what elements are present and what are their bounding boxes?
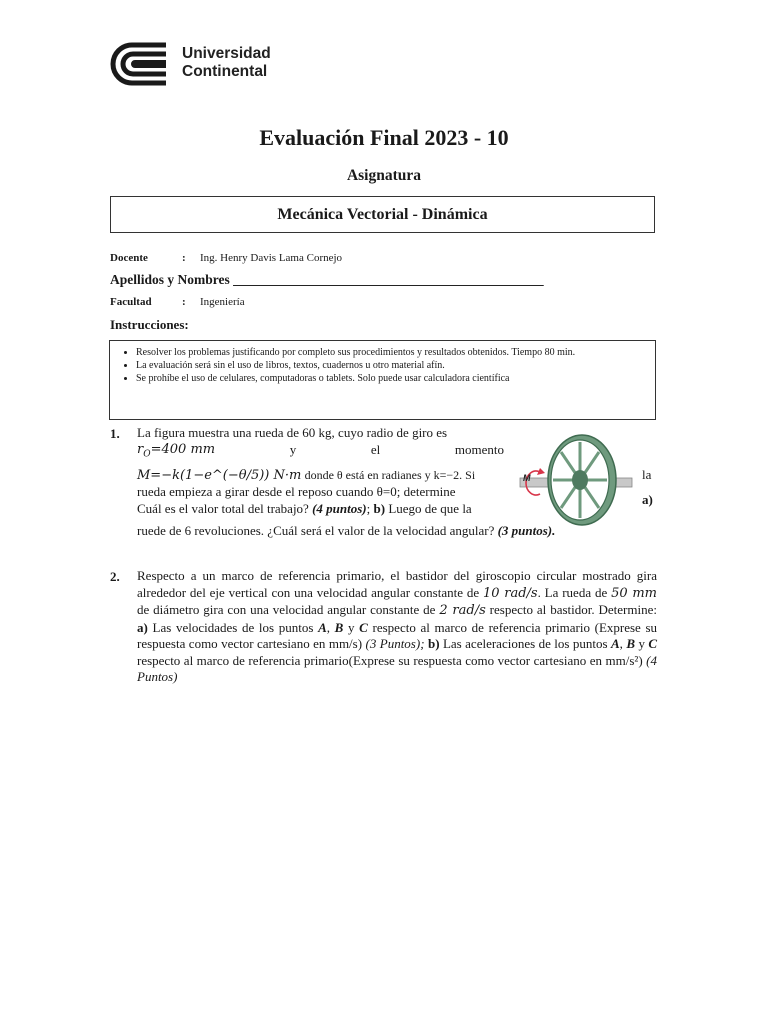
question-1-text — [137, 425, 504, 517]
instructions-box — [109, 340, 656, 420]
university-logo-icon — [108, 41, 170, 87]
facultad-label: Facultad — [110, 296, 152, 308]
docente-label: Docente — [110, 252, 148, 264]
facultad-value: Ingeniería — [200, 296, 245, 308]
facultad-row — [110, 296, 245, 308]
docente-value: Ing. Henry Davis Lama Cornejo — [200, 252, 343, 264]
university-name: Universidad Continental — [182, 45, 271, 80]
q1-line-4: rueda empieza a girar desde el reposo cuando θ=0; determine — [137, 484, 456, 500]
exam-title: Evaluación Final 2023 - 10 — [259, 125, 509, 150]
instructions-title: Instrucciones: — [110, 317, 189, 332]
q1-line-6: ruede de 6 revoluciones. ¿Cuál será el valor de la velocidad angular? (3 puntos). — [137, 523, 556, 538]
instruction-item: • Resolver los problemas justificando por completo sus procedimientos y resultados obtenidos. Tiempo 80 min. — [136, 347, 645, 359]
q1-line-3: M=−k(1−e^(−θ/5)) N·m donde θ está en radianes y k=−2. Si — [137, 467, 476, 483]
instruction-item: • La evaluación será sin el uso de libros, textos, cuadernos u otro material afín. — [136, 360, 645, 372]
names-field[interactable]: Apellidos y Nombres ______________________________________________ — [110, 272, 544, 287]
instruction-item: • Se prohíbe el uso de celulares, computadoras o tablets. Solo puede usar calculadora científica — [136, 373, 645, 385]
q1-line-3-right: la — [642, 467, 652, 482]
q1-line-2: $r_O=400$ mm y el momento — [137, 441, 504, 460]
docente-colon: : — [182, 252, 186, 264]
moment-label: M — [523, 473, 531, 483]
q1-line-4-right: a) — [642, 492, 653, 507]
moment-formula: M=−k(1−e^(−θ/5)) N·m — [137, 467, 302, 483]
q1-line-5: Cuál es el valor total del trabajo? (4 puntos); b) Luego de que la — [137, 500, 472, 516]
question-1-number: 1. — [110, 426, 120, 441]
question-2-text: Respecto a un marco de referencia primario, el bastidor del giroscopio circular mostrado gira alrededor del eje vertical con una velocidad angular constante de 10 rad/s. La rueda de 50 mm de diámetro gira con una velocidad angular constante de 2 rad/s respecto al bastidor. Determine: a) Las velocidades de los puntos A, B y C respecto al marco de referencia primario (Exprese su respuesta como vector cartesiano en mm/s) (3 Puntos); b) Las aceleraciones de los puntos A, B y C respecto al marco de referencia primario(Exprese su respuesta como vector cartesiano en mm/s²) (4 Puntos) — [137, 568, 658, 684]
docente-row — [110, 252, 342, 264]
flywheel-figure-icon — [518, 428, 634, 526]
question-2-number: 2. — [110, 569, 120, 584]
facultad-colon: : — [182, 296, 186, 308]
course-name-box: Mecánica Vectorial - Dinámica — [110, 196, 655, 233]
subject-label: Asignatura — [346, 167, 422, 184]
q1-line-1: La figura muestra una rueda de 60 kg, cuyo radio de giro es — [137, 425, 448, 440]
